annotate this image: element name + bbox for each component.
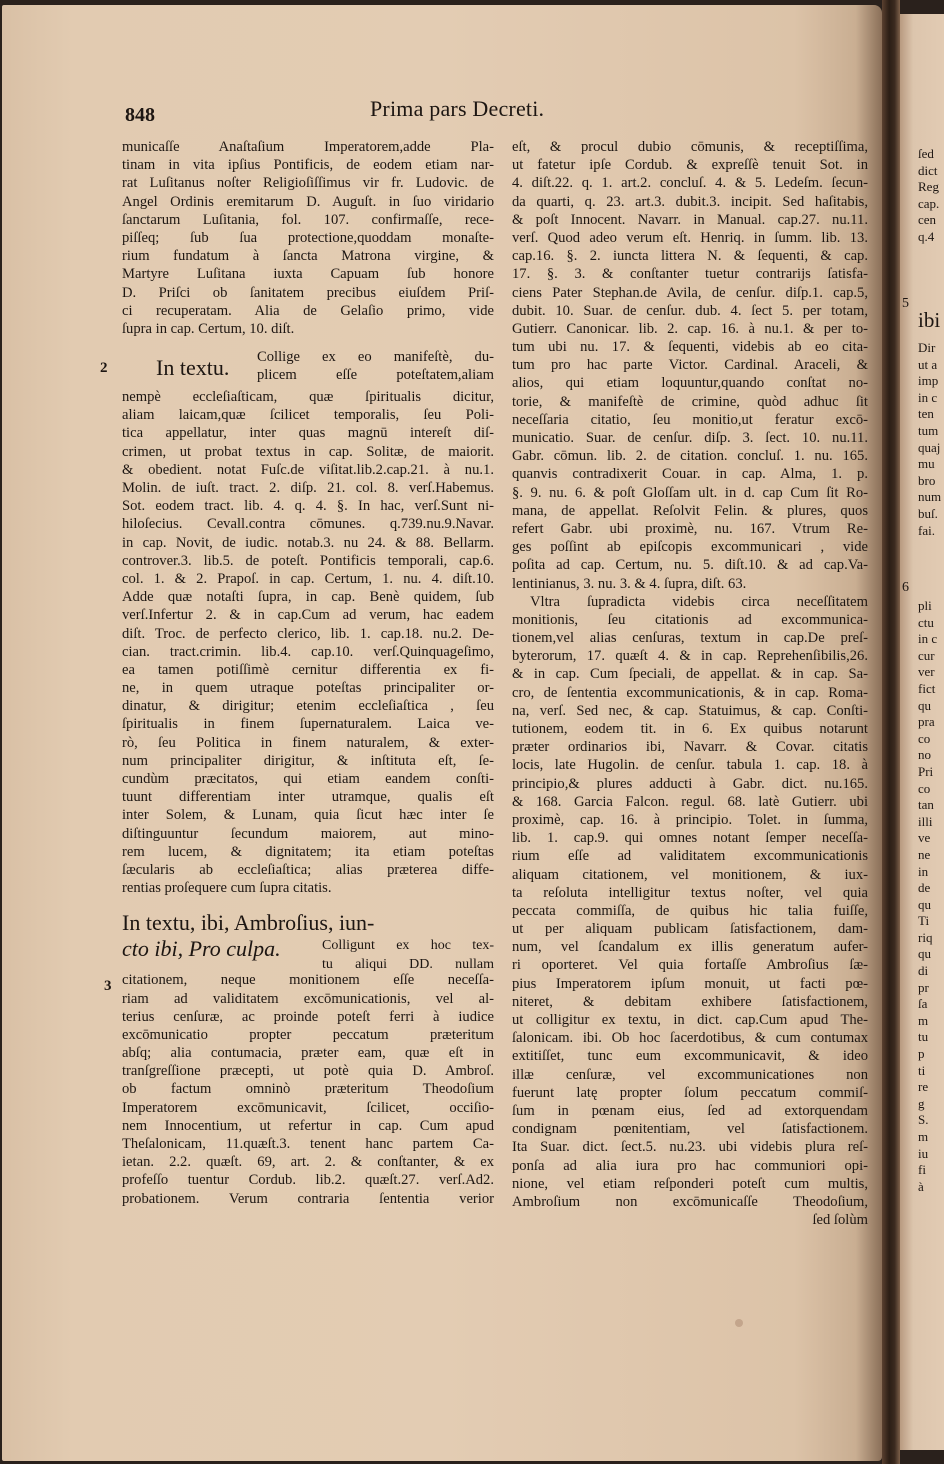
right-paragraph-1 <box>512 138 868 593</box>
facing-text-fragment: co <box>918 730 931 746</box>
text-line: abſq; alia contumacia, præter eam, quæ eſt in <box>122 1045 494 1062</box>
text-line: ſpiritualis in finem ſupernaturalem. Laica ve- <box>122 716 494 733</box>
left-column <box>122 138 494 1208</box>
facing-text-fragment: imp <box>918 373 939 389</box>
facing-text-fragment: qu <box>918 697 931 713</box>
text-line: & poſt Innocent. Navarr. in Manual. cap.27. nu.11. <box>512 211 868 228</box>
text-line: torie, & manifeſtè de crimine, quòd adhuc ſit <box>512 393 868 410</box>
text-line: illæ cenſuræ, vel excommunicationes non <box>512 1066 868 1083</box>
text-line: condignam pœnitentiam, vel ſatisfactionem. <box>512 1121 868 1138</box>
text-line: niteret, & debitam exhibere ſatisfactionem, <box>512 993 868 1010</box>
text-line: tuunt differentiam inter utramque, qualis eſt <box>122 789 494 806</box>
text-line: controver.3. lib.5. de poteſt. Pontificis temporali, cap.6. <box>122 552 494 569</box>
text-line: Adde quæ notaſti ſupra, in cap. Benè quidem, ſub <box>122 589 494 606</box>
text-line: præter ordinarios ibi, Navarr. & Covar. citatis <box>512 739 868 756</box>
text-line: ſanctarum Luſitania, fol. 107. confirmaſſe, rece- <box>122 211 494 228</box>
facing-text-fragment: ver <box>918 664 935 680</box>
text-line: pius Imperatorem ipſum monuit, ut facti pœ- <box>512 975 868 992</box>
left-paragraph-2 <box>122 388 494 897</box>
right-column <box>512 138 868 1229</box>
text-line: inter Solem, & Lunam, quia ſicut hæc inter ſe <box>122 807 494 824</box>
margin-number-2: 2 <box>100 360 108 376</box>
text-line: diſtinguuntur ſecundum maiorem, aut mino- <box>122 825 494 842</box>
facing-text-fragment: ſa <box>918 996 928 1012</box>
text-line: & in cap. Cum ſpeciali, de appellat. & in cap. Sa- <box>512 666 868 683</box>
text-line: cro, de ſententia excommunicationis, & in cap. Roma- <box>512 684 868 701</box>
left-paragraph-3 <box>122 971 494 1207</box>
lemma-in-textu <box>122 348 494 388</box>
text-line: nione, vel etiam reſponderi poteſt cum multis, <box>512 1175 868 1192</box>
text-line: ſum in pœnam eius, ſed ad extorquendam <box>512 1102 868 1119</box>
text-line: Colligunt ex hoc tex- <box>322 938 494 954</box>
text-line: lentinianus, 3. nu. 3. & 4. ſupra, diſt. 63. <box>512 575 747 592</box>
lemma-heading: In textu, ibi, Ambroſius, iun- <box>122 910 375 936</box>
text-line: Martyre Luſitana iuxta Capuam ſub honore <box>122 266 494 283</box>
facing-text-fragment: quaj <box>918 439 941 455</box>
text-line: cap.16. §. 2. iuncta littera N. & ſequenti, & cap. <box>512 248 868 265</box>
facing-text-fragment: Reg <box>918 179 939 195</box>
text-line: ſalonicam. ibi. Ob hoc ſacerdotibus, & cum contumax <box>512 1030 868 1047</box>
text-line: tutionem, eodem tit. in 6. Ex quibus notarunt <box>512 721 868 737</box>
facing-text-fragment: tan <box>918 797 934 813</box>
facing-text-fragment: fi <box>918 1162 926 1178</box>
facing-text-fragment: mu <box>918 456 935 472</box>
facing-text-fragment: Pri <box>918 763 934 779</box>
text-line: ta reſoluta intelligitur textus noſter, vel quia <box>512 884 868 901</box>
text-line: §. 9. nu. 6. & poſt Gloſſam ult. in d. cap Cum ſit Ro- <box>512 484 868 501</box>
facing-text-fragment: tum <box>918 422 939 438</box>
facing-text-fragment: à <box>918 1178 924 1194</box>
text-line: ci recuperatam. Alia de Gelaſio primo, vide <box>122 302 494 319</box>
text-line: crimen, ut probat textus in cap. Solitæ, de maiorit. <box>122 443 494 460</box>
text-line: extitiſſet, tunc eum excommunicavit, & ideo <box>512 1048 868 1065</box>
text-line: excōmunicatio propter peccatum præteritum <box>122 1026 494 1043</box>
text-line: da quarti, q. 23. art.3. dubit.3. incipit. Sed haſitabis, <box>512 193 868 210</box>
text-line: tinam in vita ipſius Pontificis, de eodem etiam nar- <box>122 157 494 174</box>
facing-fragment-a <box>900 146 939 246</box>
facing-text-fragment: ne <box>918 846 931 862</box>
facing-text-fragment: pli <box>918 598 932 613</box>
facing-text-fragment: re <box>918 1079 929 1095</box>
text-line: municaſſe Anaſtaſium Imperatorem,adde Pla- <box>122 139 494 155</box>
facing-text-fragment: tu <box>918 1029 929 1045</box>
foxing-stain <box>735 1319 743 1327</box>
text-line: proximè, cap. 16. à principio. Tolet. in ſumma, <box>512 811 868 828</box>
text-line: poſita ad cap. Certum, nu. 5. diſt.10. & ad cap.Va- <box>512 557 868 574</box>
text-line: aliquam citationem, vel monitionem, & iux- <box>512 866 868 883</box>
text-line: rentias proſequere cum ſupra citatis. <box>122 880 332 897</box>
page-header <box>120 96 880 126</box>
facing-text-fragment: qu <box>918 896 931 912</box>
facing-text-fragment: S. <box>918 1112 929 1128</box>
text-line: plicem eſſe poteſtatem,aliam <box>257 367 494 384</box>
facing-text-fragment: ctu <box>918 614 934 630</box>
text-line: ut per aliquam publicam ſatisfactionem, dam- <box>512 921 868 938</box>
text-line: rò, ſeu Politica in finem naturalem, & exter- <box>122 734 494 751</box>
text-line: Angel Ordinis eremitarum D. Auguſt. in ſuo viridario <box>122 193 494 210</box>
facing-text-fragment: fict <box>918 680 936 696</box>
facing-text-fragment: q.4 <box>918 228 935 244</box>
facing-page-fragment <box>900 14 944 1450</box>
text-line: rium eſſe ad validitatem excommunicationis <box>512 848 868 865</box>
text-line: lib. 1. cap.9. qui omnes notant ſemper neceſſa- <box>512 830 868 847</box>
facing-text-fragment: m <box>918 1129 929 1144</box>
text-line: tum ubi nu. 17. & ſequenti, videbis ab eo cita- <box>512 339 868 356</box>
facing-text-fragment: in c <box>918 389 938 405</box>
text-line: byterorum, 17. quæſt 4. & in cap. Reprehenſibilis,26. <box>512 648 868 665</box>
text-line: ob factum omninò præteritum Theodoſium <box>122 1081 494 1098</box>
facing-text-fragment: p <box>918 1046 925 1062</box>
text-line: rat Luſitanus noſter Religioſiſſimus vir fr. Ludovic. de <box>122 175 494 192</box>
text-line: num principaliter dirigitur, & inſtituta eſt, ſe- <box>122 752 494 769</box>
facing-text-fragment: de <box>918 880 931 896</box>
left-paragraph-1 <box>122 138 494 338</box>
text-line: rium fundatum à ſancta Matrona virgine, & <box>122 248 494 265</box>
page-number: 848 <box>125 104 155 126</box>
text-line: 4. diſt.22. q. 1. art.2. concluſ. 4. & 5. Ledeſm. ſecun- <box>512 175 868 192</box>
facing-text-fragment: riq <box>918 929 933 945</box>
lemma-ambrosius <box>122 911 494 971</box>
text-line: ut fatetur ipſe Cordub. & expreſſè tenuit Sot. in <box>512 157 868 174</box>
text-line: dubit. 10. Suar. de cenſur. dub. 4. ſect 5. per totam, <box>512 302 868 319</box>
facing-text-fragment: qu <box>918 946 931 962</box>
text-line: alios, qui etiam loquuntur,quando conſtat no- <box>512 375 868 392</box>
text-line: Gabr. cōmun. lib. 2. de citation. concluſ. 1. nu. 165. <box>512 448 868 465</box>
facing-text-fragment: in <box>918 863 929 879</box>
text-line: mana, de appellat. Reſolvit Felin. & plures, quos <box>512 502 868 519</box>
facing-text-fragment: cap. <box>918 195 940 211</box>
facing-text-fragment: no <box>918 747 931 763</box>
facing-text-fragment: in c <box>918 631 938 647</box>
text-line: Ambroſium non excōmunicaſſe Theodoſium, <box>512 1193 868 1210</box>
facing-margin-5: 5 <box>902 296 909 311</box>
text-line: eſt, & procul dubio cōmunis, & receptiſſima, <box>512 139 868 155</box>
text-line: principio,& plures adducti à Gabr. dict. nu.165. <box>512 775 868 792</box>
facing-text-fragment: iu <box>918 1145 929 1161</box>
text-line: quanvis contradixerit Couar. in cap. Alma, 1. p. <box>512 466 868 483</box>
facing-text-fragment: bro <box>918 472 936 488</box>
text-line: in cap. Novit, de iudic. notab.3. nu 24. & 88. Bellarm. <box>122 534 494 551</box>
text-line: profeſſo tuentur Cordub. lib.2. quæſt.27. verſ.Ad2. <box>122 1172 494 1189</box>
text-line: tum pro hac parte Victor. Cardinal. Araceli, & <box>512 357 868 374</box>
facing-text-fragment: cen <box>918 212 937 228</box>
text-line: hiloſecius. Cevall.contra cōmunes. q.739.nu.9.Navar. <box>122 516 494 533</box>
text-line: verſ. Quod adeo verum eſt. Henriq. in ſumm. lib. 13. <box>512 229 868 246</box>
text-line: Sot. eodem tract. lib. 4. q. 4. §. In hac, verſ.Sunt ni- <box>122 498 494 515</box>
text-line: ges poſſint ab epiſcopis excommunicari , vide <box>512 539 868 556</box>
text-line: rem lucem, & dignitatem; ita etiam poteſtas <box>122 843 494 860</box>
margin-number-3: 3 <box>104 978 112 994</box>
text-line: tu aliqui DD. nullam <box>322 956 494 972</box>
text-line: citationem, neque monitionem eſſe neceſſa- <box>122 972 494 989</box>
facing-text-fragment: buſ. <box>918 505 938 521</box>
text-line: probationem. Verum contraria ſententia verior <box>122 1190 494 1207</box>
lemma-heading-cont: cto ibi, Pro culpa. <box>122 936 281 962</box>
text-line: & 168. Garcia Falcon. regul. 68. latè Gutierr. ubi <box>512 793 868 810</box>
text-line: ponſa ad alia iura pro hac communiori opi- <box>512 1157 868 1174</box>
facing-text-fragment: m <box>918 1012 929 1028</box>
text-line: Gutierr. Canonicar. lib. 2. cap. 16. à nu.1. & per to- <box>512 320 868 337</box>
text-line: locis, late Hugolin. de cenſur. tabula 1. cap. 18. à <box>512 757 868 774</box>
text-line: nem Innocentium, ut refertur in cap. Cum apud <box>122 1117 494 1134</box>
running-head: Prima pars Decreti. <box>370 96 545 121</box>
text-line: fuerunt latę propter ſolum peccatum commiſ- <box>512 1084 868 1101</box>
text-line: ri oporteret. Vel quia fortaſſe Ambroſius ſæ- <box>512 957 868 974</box>
text-line: Vltra ſupradicta videbis circa neceſſitatem <box>530 593 868 610</box>
facing-fragment-c <box>900 598 937 1195</box>
facing-text-fragment: ut a <box>918 356 938 372</box>
facing-text-fragment: ten <box>918 406 934 422</box>
text-line: cundùm præcitatos, qui etiam eandem conſti- <box>122 771 494 787</box>
text-line: & obedient. notat Fuſc.de viſitat.lib.2.cap.21. à nu.1. <box>122 461 494 478</box>
facing-text-fragment: cur <box>918 647 935 663</box>
text-line: nempè eccleſiaſticam, quæ ſpiritualis dicitur, <box>122 389 494 406</box>
facing-text-fragment: illi <box>918 813 933 829</box>
facing-text-fragment: ve <box>918 830 931 846</box>
text-line: ſupra in cap. Certum, 10. diſt. <box>122 320 295 337</box>
text-line: refert Gabr. ubi proximè, nu. 167. Vtrum Re- <box>512 520 868 537</box>
text-line: tica appellatur, inter quas magnū intereſt diſ- <box>122 425 494 442</box>
facing-text-fragment: ti <box>918 1062 926 1078</box>
facing-text-fragment: fai. <box>918 522 935 538</box>
text-line: D. Priſci ob ſanitatem precibus eiuſdem Priſ- <box>122 284 494 301</box>
text-line: ciens Pater Stephan.de Avila, de cenſur. diſp.1. cap.5, <box>512 284 868 301</box>
text-line: Theſalonicam, 11.quæſt.3. tenent hanc partem Ca- <box>122 1136 494 1152</box>
facing-margin-6: 6 <box>902 580 909 595</box>
text-line: verſ.Infertur 2. & in cap.Cum ad verum, hac eadem <box>122 607 494 624</box>
facing-text-fragment: Ti <box>918 913 930 929</box>
facing-text-fragment: co <box>918 780 931 796</box>
text-line: terius cenſuræ, ac proinde poteſt ferri à iudice <box>122 1008 494 1025</box>
facing-text-fragment: g <box>918 1095 925 1111</box>
text-line: Ita Suar. dict. ſect.5. nu.23. ubi videbis plura reſ- <box>512 1139 868 1156</box>
lemma-heading: In textu. <box>156 355 230 381</box>
book-gutter <box>882 0 900 1464</box>
facing-text-fragment: di <box>918 963 929 979</box>
text-line: Imperatorem excōmunicavit, ſcilicet, occiſio- <box>122 1099 494 1116</box>
text-line: diſt. Troc. de perfecto clerico, lib. 1. cap.18. nu.2. De- <box>122 625 494 642</box>
text-line: cian. tract.crimin. lib.4. cap.10. verſ.Quinquageſimo, <box>122 643 494 660</box>
text-line: riam ad validitatem excōmunicationis, vel al- <box>122 990 494 1007</box>
text-line: tionem,vel alias cenſuras, textum in cap.De preſ- <box>512 630 868 647</box>
text-line: ut colligitur ex textu, in dict. cap.Cum apud The- <box>512 1012 868 1028</box>
facing-text-fragment: dict <box>918 162 938 178</box>
facing-text-fragment: pra <box>918 714 935 730</box>
facing-text-fragment: num <box>918 489 942 505</box>
catchword: ſed ſolùm <box>812 1212 868 1229</box>
facing-fragment-b <box>900 340 941 539</box>
text-line: ſæcularis ab eccleſiaſtica; alias præterea diffe- <box>122 861 494 878</box>
facing-lemma: ibi <box>918 308 941 332</box>
text-line: ietan. 2.2. quæſt. 69, art. 2. & conſtanter, & ex <box>122 1154 494 1171</box>
right-paragraph-2 <box>512 593 868 1211</box>
text-line: piſſeq; ſub ſua protectione,quoddam monaſte- <box>122 229 494 246</box>
text-line: dinatur, & dirigitur; etenim eccleſiaſtica , ſeu <box>122 698 494 715</box>
text-line: num, vel ſcandalum ex illis generatum aufer- <box>512 939 868 956</box>
facing-text-fragment: pr <box>918 979 929 995</box>
text-line: aliam laicam,quæ ſcilicet temporalis, ſeu Poli- <box>122 407 494 424</box>
facing-text-fragment: ſed <box>918 146 934 161</box>
text-line: ne, in quem utraque poteſtas principaliter or- <box>122 680 494 697</box>
text-line: tranſgreſſione præcepti, ut potè quia D. Ambroſ. <box>122 1063 494 1080</box>
text-line: col. 1. & 2. Prapoſ. in cap. Certum, 1. nu. 4. diſt.10. <box>122 570 494 587</box>
text-line: municatio. Suar. de cenſur. diſp. 3. ſect. 10. nu.11. <box>512 430 868 446</box>
text-line: 17. §. 3. & conſtanter tuetur contrarijs ſatisfa- <box>512 266 868 283</box>
text-line: ea tamen potiſſimè cernitur differentia ex fi- <box>122 661 494 678</box>
facing-text-fragment: Dir <box>918 340 936 355</box>
text-line: na, verſ. Sed nec, & cap. Statuimus, & cap. Conſti- <box>512 702 868 719</box>
text-line: monitionis, ſeu citationis ad excommunica- <box>512 611 868 628</box>
text-line: neceſſaria citatio, ſeu monitio,ut feratur excō- <box>512 411 868 428</box>
text-line: Molin. de iuſt. tract. 2. diſp. 21. col. 8. verſ.Habemus. <box>122 480 494 496</box>
text-line: Collige ex eo manifeſtè, du- <box>257 349 494 366</box>
text-line: peccata commiſſa, de quibus hic talia fuiſſe, <box>512 902 868 919</box>
